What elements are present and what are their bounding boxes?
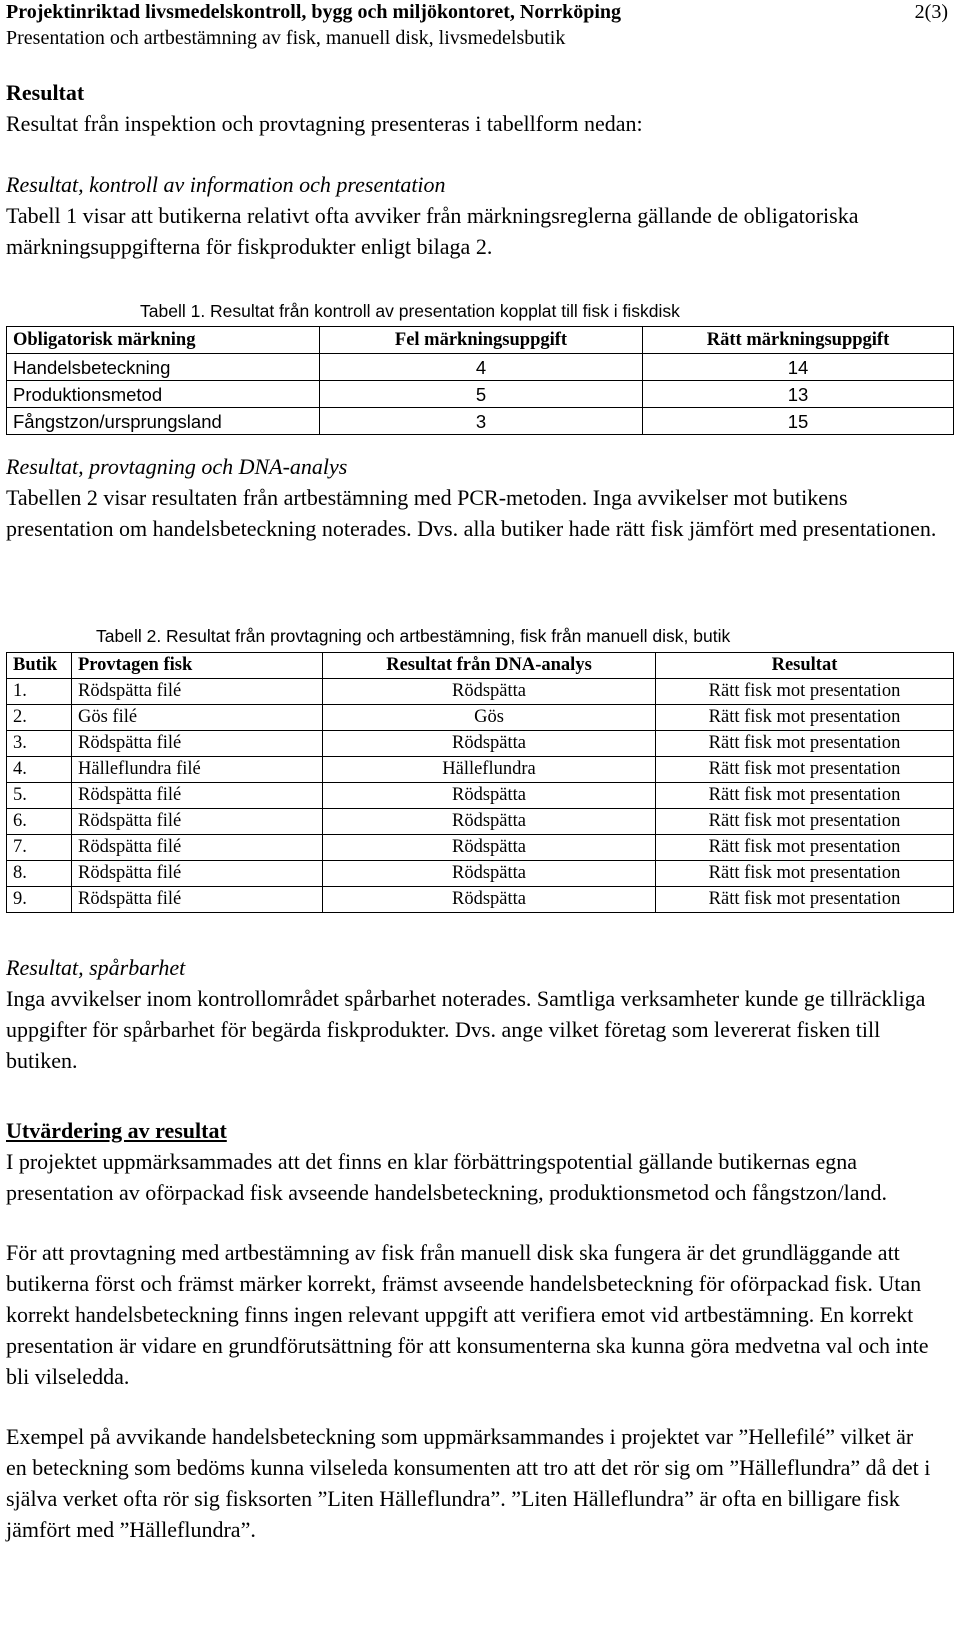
table-cell: Rödspätta filé: [72, 809, 323, 835]
table-cell: Rätt fisk mot presentation: [656, 705, 954, 731]
document-page: [6, 0, 954, 1542]
table-cell: 15: [643, 408, 954, 435]
table-row: [7, 835, 954, 861]
table-cell: Rödspätta filé: [72, 887, 323, 913]
table-row: [7, 783, 954, 809]
table-cell: 4.: [7, 757, 72, 783]
table1-header-cell: Obligatorisk märkning: [7, 327, 320, 354]
table-cell: 13: [643, 381, 954, 408]
evaluation-paragraph-2: För att provtagning med artbestämning av fisk från manuell disk ska fungera är det grundläggande att butikerna först och främst märker korrekt, främst avseende handelsbeteckning för oförpackad fisk. Utan korrekt handelsbeteckning finns ingen relevant uppgift att verifiera emot vid artbestämning. En korrekt presentation är vidare en grundförutsättning för att konsumenterna ska kunna göra medvetna val och inte bli vilseledda.: [6, 1240, 929, 1389]
table2-header-cell: Resultat från DNA-analys: [323, 653, 656, 679]
table-cell: Rödspätta filé: [72, 679, 323, 705]
table-row: [7, 408, 954, 435]
header-subtitle: Presentation och artbestämning av fisk, manuell disk, livsmedelsbutik: [6, 27, 566, 49]
table-cell: 14: [643, 354, 954, 381]
section-traceability-heading: Resultat, spårbarhet: [6, 955, 186, 980]
table-cell: Rätt fisk mot presentation: [656, 783, 954, 809]
table-row: [7, 861, 954, 887]
table-row: [7, 679, 954, 705]
table-cell: 4: [320, 354, 643, 381]
table-cell: 9.: [7, 887, 72, 913]
table-cell: 5: [320, 381, 643, 408]
table-cell: Rödspätta: [323, 731, 656, 757]
table-cell: Rödspätta: [323, 783, 656, 809]
table1-caption: Tabell 1. Resultat från kontroll av presentation kopplat till fisk i fiskdisk: [140, 301, 680, 321]
table-cell: 3.: [7, 731, 72, 757]
evaluation-paragraph-3: Exempel på avvikande handelsbeteckning som uppmärksammandes i projektet var ”Hellefilé” vilket är en beteckning som bedöms kunna vilseleda konsumenten att tro att det rör sig om ”Hälleflundra” då det i själva verket ofta rör sig fisksorten ”Liten Hälleflundra”. ”Liten Hälleflundra” är ofta en billigare fisk jämfört med ”Hälleflundra”.: [6, 1424, 931, 1542]
table-cell: Rätt fisk mot presentation: [656, 887, 954, 913]
section-dna-text: Tabellen 2 visar resultaten från artbestämning med PCR-metoden. Inga avvikelser mot butikens presentation om handelsbeteckning noterades. Dvs. alla butiker hade rätt fisk jämfört med presentationen.: [6, 485, 937, 541]
table1-header-row: [7, 327, 954, 354]
table-cell: 1.: [7, 679, 72, 705]
section-evaluation-heading: Utvärdering av resultat: [6, 1118, 227, 1143]
table-row: [7, 705, 954, 731]
table2-caption: Tabell 2. Resultat från provtagning och artbestämning, fisk från manuell disk, butik: [96, 626, 731, 646]
table2-header-cell: Provtagen fisk: [72, 653, 323, 679]
table-cell: Rätt fisk mot presentation: [656, 679, 954, 705]
table-cell: Rödspätta filé: [72, 731, 323, 757]
section-dna-heading: Resultat, provtagning och DNA-analys: [6, 454, 348, 479]
table-cell: Handelsbeteckning: [7, 354, 320, 381]
table-cell: Hälleflundra: [323, 757, 656, 783]
page-header: [6, 0, 954, 60]
table-cell: 8.: [7, 861, 72, 887]
table-cell: Rödspätta: [323, 835, 656, 861]
table-cell: 5.: [7, 783, 72, 809]
section-information-heading: Resultat, kontroll av information och presentation: [6, 172, 446, 197]
table-row: [7, 887, 954, 913]
table-cell: Gös filé: [72, 705, 323, 731]
table-cell: Rätt fisk mot presentation: [656, 809, 954, 835]
section-traceability-text: Inga avvikelser inom kontrollområdet spårbarhet noterades. Samtliga verksamheter kunde ge tillräckliga uppgifter för spårbarhet för begärda fiskprodukter. Dvs. ange vilket företag som levererat fisken till butiken.: [6, 986, 926, 1073]
resultat-section: [6, 77, 954, 139]
section-dna: [6, 451, 946, 544]
resultat-heading: Resultat: [6, 80, 85, 105]
table-cell: 3: [320, 408, 643, 435]
table1-header-cell: Rätt märkningsuppgift: [643, 327, 954, 354]
table-cell: Rödspätta filé: [72, 783, 323, 809]
table-row: [7, 354, 954, 381]
section-evaluation: [6, 1115, 936, 1545]
table-cell: Gös: [323, 705, 656, 731]
table-cell: Hälleflundra filé: [72, 757, 323, 783]
table1-header-cell: Fel märkningsuppgift: [320, 327, 643, 354]
table-cell: Rätt fisk mot presentation: [656, 835, 954, 861]
table-cell: Rätt fisk mot presentation: [656, 861, 954, 887]
section-information: [6, 169, 936, 262]
table-row: [7, 757, 954, 783]
table-cell: Rätt fisk mot presentation: [656, 731, 954, 757]
table-row: [7, 731, 954, 757]
table1: [6, 326, 954, 435]
table-cell: 7.: [7, 835, 72, 861]
table2-header-cell: Butik: [7, 653, 72, 679]
table-cell: Rödspätta: [323, 861, 656, 887]
table2-header-cell: Resultat: [656, 653, 954, 679]
section-traceability: [6, 952, 936, 1076]
table-cell: Fångstzon/ursprungsland: [7, 408, 320, 435]
evaluation-paragraph-1: I projektet uppmärksammades att det finns en klar förbättringspotential gällande butikernas egna presentation av oförpackad fisk avseende handelsbeteckning, produktionsmetod och fångstzon/land.: [6, 1149, 887, 1205]
table-cell: Rödspätta: [323, 809, 656, 835]
table-cell: Rödspätta filé: [72, 861, 323, 887]
table-row: [7, 381, 954, 408]
table-cell: Produktionsmetod: [7, 381, 320, 408]
table-cell: 2.: [7, 705, 72, 731]
table-cell: Rätt fisk mot presentation: [656, 757, 954, 783]
section-information-text: Tabell 1 visar att butikerna relativt ofta avviker från märkningsreglerna gällande de obligatoriska märkningsuppgifterna för fiskprodukter enligt bilaga 2.: [6, 203, 859, 259]
table-row: [7, 809, 954, 835]
table-cell: Rödspätta filé: [72, 835, 323, 861]
table2: [6, 652, 954, 913]
table-cell: Rödspätta: [323, 679, 656, 705]
header-title: Projektinriktad livsmedelskontroll, bygg och miljökontoret, Norrköping: [6, 1, 622, 23]
resultat-intro: Resultat från inspektion och provtagning presenteras i tabellform nedan:: [6, 111, 643, 136]
table-cell: Rödspätta: [323, 887, 656, 913]
table2-header-row: [7, 653, 954, 679]
table-cell: 6.: [7, 809, 72, 835]
page-number: 2(3): [914, 1, 948, 23]
